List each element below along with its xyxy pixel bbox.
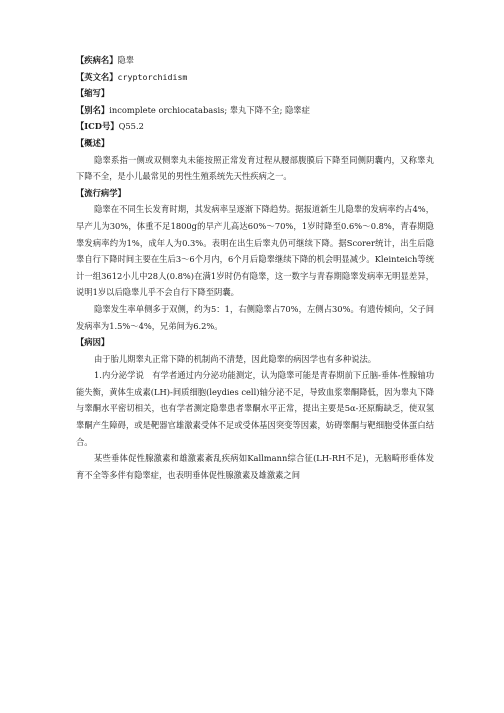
etiology-paragraph-2: 1.内分泌学说 有学者通过内分泌功能测定，认为隐睾可能是青春期前下丘脑-垂体-性腺轴功能失衡，黄体生成素(LH)-间质细胞(leydies cell)轴分泌不足，导致血浆睾酮降低，因为睾丸下降与睾酮水平密切相关，也有学者测定隐睾患者睾酮水平正常，提出主要是5α-还原酶缺乏，使双氢睾酮产生障碍，或是靶器官雄激素受体不足或受体基因突变等因素，妨碍睾酮与靶细胞受体蛋白结合。 (76, 370, 434, 447)
epidemiology-paragraph-1: 隐睾在不同生长发育时期，其发病率呈逐渐下降趋势。据报道新生儿隐睾的发病率约占4%，早产儿为30%，体重不足1800g的早产儿高达60%～70%，1岁时降至0.6%～0.8%，青春期隐睾发病率约为1%，成年人为0.3%。表明在出生后睾丸仍可继续下降。据Scorer统计，出生后隐睾自行下降时间主要在生后3～6个月内，6个月后隐睾继续下降的机会明显减少。Kleinteich等统计一组3612小儿中28人(0.8%)在满1岁时仍有隐睾，这一数字与青春期隐睾发病率无明显差异，说明1岁以后隐睾儿乎不会自行下降至阴囊。 (76, 204, 434, 298)
english-name-label: 【英文名】 (76, 71, 118, 82)
etiology-paragraph-1: 由于胎儿期睾丸正常下降的机制尚不清楚，因此隐睾的病因学也有多种说法。 (94, 353, 377, 364)
etiology-heading: 【病因】 (76, 337, 110, 348)
abbreviation-row (76, 85, 434, 102)
alias-value: incomplete orchiocatabasis; 睾丸下降不全; 隐睾症 (109, 104, 310, 115)
alias-row (76, 102, 434, 119)
overview-paragraph: 隐睾系指一侧或双侧睾丸未能按照正常发育过程从腰部腹膜后下降至同侧阴囊内，又称睾丸下降不全，是小儿最常见的男性生殖系统先天性疾病之一。 (76, 154, 434, 182)
epidemiology-heading: 【流行病学】 (76, 187, 126, 198)
etiology-section (76, 351, 434, 484)
disease-name-row (76, 52, 434, 69)
abbreviation-label: 【缩写】 (76, 88, 110, 99)
alias-label: 【别名】 (76, 104, 110, 115)
icd-value: Q55.2 (118, 121, 144, 132)
english-name-value: cryptorchidism (117, 71, 188, 82)
epidemiology-paragraph-2: 隐睾发生率单侧多于双侧，约为5：1，右侧隐睾占70%，左侧占30%。有遗传倾向，父子间发病率为1.5%～4%，兄弟间为6.2%。 (76, 303, 434, 331)
overview-heading: 【概述】 (76, 137, 110, 148)
icd-label: 【ICD号】 (76, 121, 119, 132)
document-page (76, 52, 434, 483)
icd-row (76, 118, 434, 135)
disease-name-label: 【疾病名】 (76, 55, 118, 65)
overview-section (76, 152, 434, 185)
disease-name-value: 隐睾 (117, 55, 135, 65)
etiology-paragraph-3: 某些垂体促性腺激素和雄激素紊乱疾病如Kallmann综合征(LH-RH不足)，无脑畸形垂体发育不全等多伴有隐睾症，也表明垂体促性腺激素及雄激素之间 (76, 453, 434, 480)
epidemiology-section (76, 201, 434, 334)
english-name-row (76, 69, 434, 86)
